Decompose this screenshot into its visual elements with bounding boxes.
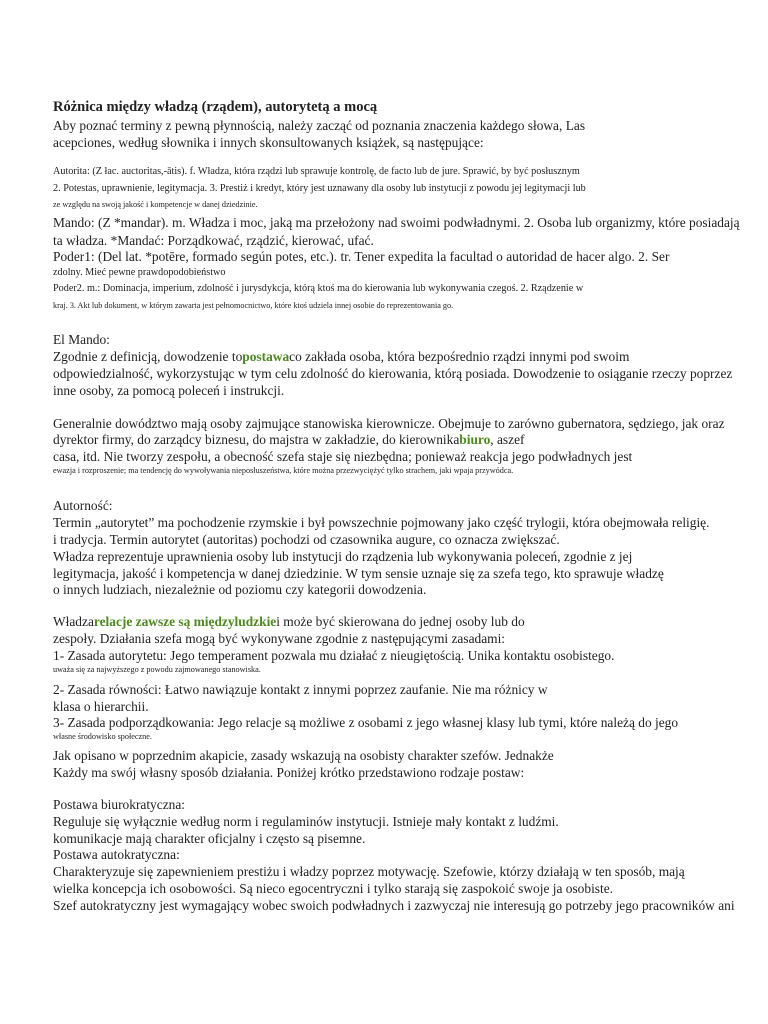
paragraph-line: Generalnie dowództwo mają osoby zajmujące stanowiska kierownicze. Obejmuje to zarówno gubernatora, sędziego, jak oraz xyxy=(53,416,725,431)
section-heading: Postawa biurokratyczna: xyxy=(53,797,186,812)
paragraph-line: własne środowisko społeczne. xyxy=(53,732,152,741)
definition-line: Poder2. m.: Dominacja, imperium, zdolność i jurysdykcja, którą ktoś ma do kierowania lub wykonywania czegoś. 2. Rządzenie w xyxy=(53,283,584,294)
paragraph-line: casa, itd. Nie tworzy zespołu, a obecność szefa staje się niezbędna; ponieważ reakcja jego podwładnych jest xyxy=(53,449,633,464)
paragraph-line: i tradycja. Termin autorytet (autoritas) pochodzi od czasownika augure, co oznacza zwiększać. xyxy=(53,532,560,547)
definition-line: Poder1: (Del lat. *potēre, formado según potes, etc.). tr. Tener expedita la facultad o autoridad de hacer algo. 2. Ser xyxy=(53,249,670,264)
paragraph-line: ewazja i rozproszenie; ma tendencję do wywoływania nieposłuszeństwa, które można przezwyciężyć tylko strachem, jaki wpaja przywódca. xyxy=(53,466,514,475)
relacje-link[interactable]: relacje zawsze są międzyludzkie xyxy=(93,614,277,629)
definition-line: zdolny. Mieć pewne prawdopodobieństwo xyxy=(53,267,226,278)
section-heading: Autorność: xyxy=(53,498,113,513)
definition-line: ze względu na swoją jakość i kompetencje w danej dziedzinie. xyxy=(53,200,258,209)
section-heading: El Mando: xyxy=(53,332,110,347)
paragraph-line: legitymacja, jakość i kompetencja w danej dziedzinie. W tym sensie uznaje się za szefa tego, kto sprawuje władzę xyxy=(53,566,664,581)
paragraph-line: 3- Zasada podporządkowania: Jego relacje są możliwe z osobami z jego własnej klasy lub tymi, które należą do jego xyxy=(53,715,679,730)
paragraph-line: klasa o hierarchii. xyxy=(53,699,149,714)
paragraph-line: 1- Zasada autorytetu: Jego temperament pozwala mu działać z nieugiętością. Unika kontaktu osobistego. xyxy=(53,648,615,663)
paragraph-line: Każdy ma swój własny sposób działania. Poniżej krótko przedstawiono rodzaje postaw: xyxy=(53,765,525,780)
intro-line: Aby poznać terminy z pewną płynnością, należy zacząć od poznania znaczenia każdego słowa, Las xyxy=(53,118,586,133)
paragraph-line: komunikacje mają charakter oficjalny i często są pisemne. xyxy=(53,831,366,846)
paragraph-line: odpowiedzialność, wykorzystując w tym celu zdolność do kierowania, którą posiada. Dowodzenie to osiąganie rzeczy poprzez xyxy=(53,366,733,381)
page-title: Różnica między władzą (rządem), autorytetą a mocą xyxy=(53,99,378,115)
paragraph-line: Władza reprezentuje uprawnienia osoby lub instytucji do rządzenia lub wykonywania poleceń, zgodnie z jej xyxy=(53,549,633,564)
paragraph-line: o innych ludziach, niezależnie od poziomu czy kategorii dowodzenia. xyxy=(53,582,427,597)
section-heading: Postawa autokratyczna: xyxy=(53,847,180,862)
paragraph-line: uważa się za najwyższego z powodu zajmowanego stanowiska. xyxy=(53,665,261,674)
paragraph-line: Charakteryzuje się zapewnieniem prestiżu i władzy poprzez motywację. Szefowie, którzy działają w ten sposób, mają xyxy=(53,864,685,879)
definition-line: Mando: (Z *mandar). m. Władza i moc, jaką ma przełożony nad swoimi podwładnymi. 2. Osoba lub organizmy, które posiadają xyxy=(53,215,740,230)
paragraph-line: wielka koncepcja ich osobowości. Są nieco egocentryczni i tylko starają się zaspokoić swoje ja osobiste. xyxy=(53,881,614,896)
paragraph-line: Zgodnie z definicją, dowodzenie topostawaco zakłada osoba, która bezpośrednio rządzi innymi pod swoim xyxy=(53,349,630,364)
paragraph-line: Termin „autorytet” ma pochodzenie rzymskie i był powszechnie pojmowany jako część trylogii, która obejmowała religię. xyxy=(53,515,710,530)
paragraph-line: Władzarelacje zawsze są międzyludzkiei może być skierowana do jednej osoby lub do xyxy=(53,614,525,629)
definition-line: 2. Potestas, uprawnienie, legitymacja. 3. Prestiż i kredyt, który jest uznawany dla osoby lub instytucji z powodu jej legitymacji lub xyxy=(53,183,586,194)
postawa-link[interactable]: postawa xyxy=(242,349,290,364)
paragraph-line: inne osoby, za pomocą poleceń i instrukcji. xyxy=(53,383,285,398)
paragraph-line: Jak opisano w poprzednim akapicie, zasady wskazują na osobisty charakter szefów. Jednakże xyxy=(53,748,554,763)
intro-line: acepciones, według słownika i innych skonsultowanych książek, są następujące: xyxy=(53,135,484,150)
paragraph-line: 2- Zasada równości: Łatwo nawiązuje kontakt z innymi poprzez zaufanie. Nie ma różnicy w xyxy=(53,682,548,697)
paragraph-line: Reguluje się wyłącznie według norm i regulaminów instytucji. Istnieje mały kontakt z ludźmi. xyxy=(53,814,559,829)
definition-line: Autorita: (Z łac. auctoritas,-ātis). f. Władza, która rządzi lub sprawuje kontrolę, de facto lub de jure. Sprawić, by być posłusznym xyxy=(53,166,580,177)
paragraph-line: Szef autokratyczny jest wymagający wobec swoich podwładnych i zazwyczaj nie interesują go potrzeby jego pracowników ani xyxy=(53,898,735,913)
biuro-link[interactable]: biuro xyxy=(459,432,491,447)
definition-line: ta władza. *Mandać: Porządkować, rządzić, kierować, ufać. xyxy=(53,233,374,248)
paragraph-line: zespoły. Działania szefa mogą być wykonywane zgodnie z następującymi zasadami: xyxy=(53,631,506,646)
definition-line: kraj. 3. Akt lub dokument, w którym zawarta jest pełnomocnictwo, które ktoś udziela innej osobie do reprezentowania go. xyxy=(53,301,454,310)
paragraph-line: dyrektor firmy, do zarządcy biznesu, do majstra w zakładzie, do kierownikabiuro, aszef xyxy=(53,432,525,447)
